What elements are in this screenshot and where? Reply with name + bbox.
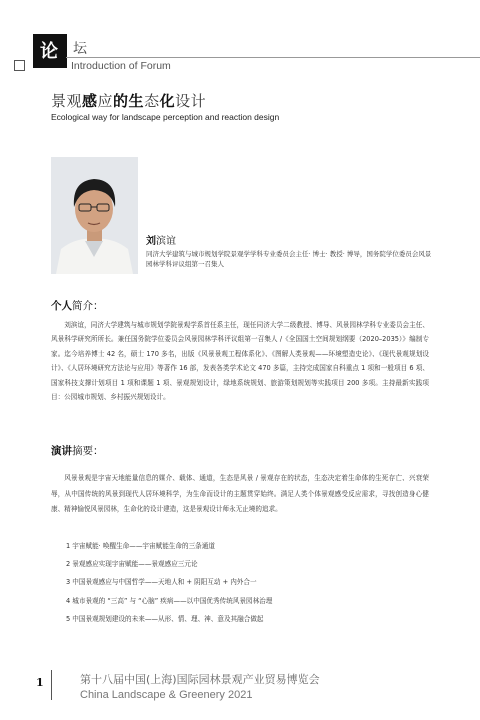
list-item: 2 景观感应实现宇宙赋能——景观感应三元论 <box>66 560 198 569</box>
bio-text: 刘滨谊，同济大学建筑与城市规划学院景观学系首任系主任，现任同济大学二级教授、博导、风景园林学科专业委员会主任、风景科学研究所所长。兼任国务院学位委员会风景园林学科评议组第一召集人 /《全国国土空间规划纲要（2020–2035）》编制专家。迄今培养博士 42 名，硕士 170 多名，出版《风景景观工程体系化》、《图解人类景观——环境塑造史论》、《现代景观规划设计》、《人居环境研究方法论与应用》等著作 16 部，发表各类学术论文 470 多篇，主持完成国家自科重点 1 项和一般项目 6 项、国家科技支撑计划项目 1 项和课题 1 项、景观规划设计，绿地系统规划、旅游策划规划等实践项目 200 多项。主持最新实践项目：公园城市规划、乡村振兴规划设计。 <box>51 321 429 402</box>
abstract-text: 风景景观是宇宙天地能量信息的媒介、载体、通道，生态是风景 / 景观存在的状态，生态决定着生命体的生死存亡、兴衰荣辱，从中国传统的风景到现代人居环境科学，为生命而设计的主题贯穿始终。满足人类个体景观感受反应需求，寻找创造身心健康、精神愉悦风景园林，生命化的设计建造，这是景观设计师永无止境的追求。 <box>51 474 429 513</box>
article-subtitle: Ecological way for landscape perception and reaction design <box>51 112 280 122</box>
bio-heading-rest: 简介： <box>72 300 104 312</box>
square-icon <box>14 60 25 71</box>
list-item: 5 中国景观规划建设的未来——从形、情、理、神、意及其融合做起 <box>66 614 264 623</box>
title-part: 态 <box>144 92 160 110</box>
abstract-heading-rest: 摘要： <box>72 445 104 457</box>
abstract-heading <box>51 443 104 458</box>
abstract-heading-bold: 演讲 <box>51 445 72 457</box>
footer-rule <box>51 670 52 700</box>
footer-event-en: China Landscape & Greenery 2021 <box>80 689 253 701</box>
title-part: 景观 <box>51 92 83 110</box>
header-block-char: 论 <box>40 41 58 62</box>
title-part: 设计 <box>175 92 207 110</box>
list-item: 1 宇宙赋能· 唤醒生命——宇宙赋能生命的三条通道 <box>66 542 215 550</box>
header-english: Introduction of Forum <box>71 60 171 72</box>
bio-heading <box>51 298 104 313</box>
speaker-description: 同济大学建筑与城市规划学院景观学学科专业委员会主任· 博士· 教授· 博导，国务院学位委员会风景园林学科评议组第一召集人 <box>146 250 432 268</box>
title-part: 感 <box>82 92 98 110</box>
list-item: 3 中国景观感应与中国哲学——天地人和 + 阴阳互动 + 内外合一 <box>66 578 257 587</box>
title-part: 化 <box>159 92 176 110</box>
page-number: 1 <box>36 676 44 689</box>
footer-event-zh: 第十八届中国(上海)国际园林景观产业贸易博览会 <box>80 673 320 686</box>
speaker-given-name: 滨谊 <box>156 236 176 247</box>
header-char: 坛 <box>73 41 87 57</box>
speaker-name <box>146 232 176 247</box>
header-rule <box>66 57 480 58</box>
speaker-family-name: 刘 <box>146 236 156 247</box>
title-part: 应 <box>97 92 114 110</box>
portrait-image <box>51 157 138 274</box>
abstract-list <box>66 540 426 631</box>
speaker-photo <box>51 157 138 274</box>
title-part: 的生 <box>113 92 145 110</box>
list-item: 4 城市景观的 “三高” 与 “心脑” 疾病——以中国优秀传统风景园林治理 <box>66 596 273 605</box>
article-title <box>51 90 206 111</box>
bio-heading-bold: 个人 <box>51 300 72 312</box>
